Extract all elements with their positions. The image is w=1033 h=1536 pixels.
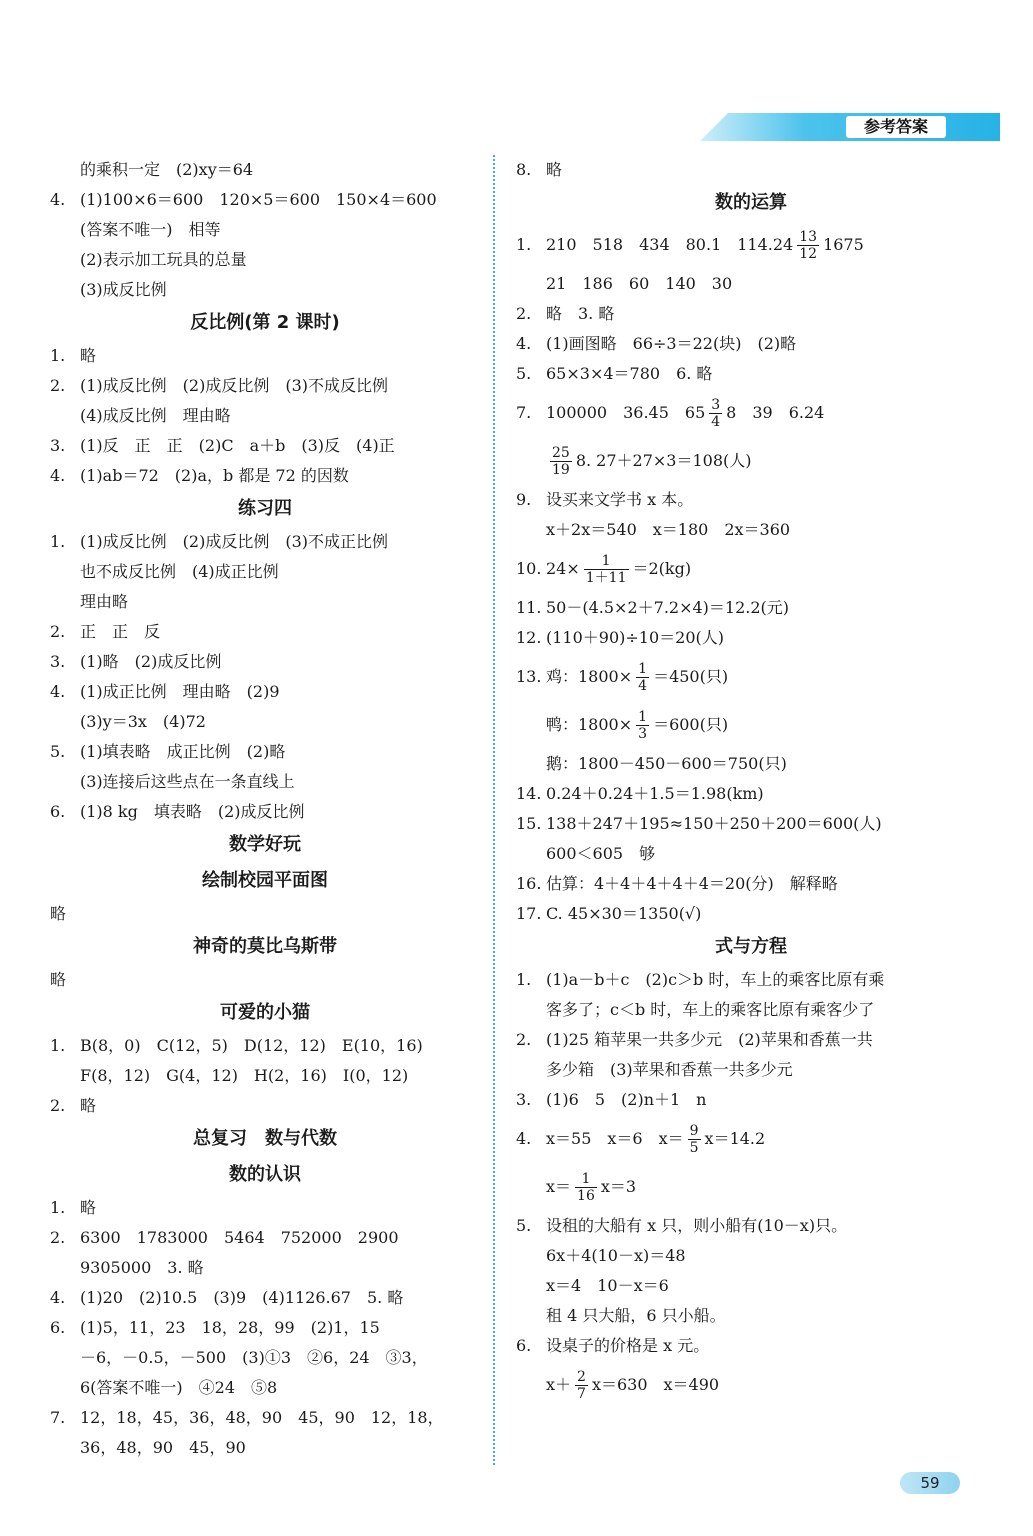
answer-line [516, 965, 986, 995]
question-number: 1. [50, 532, 66, 551]
answer-text: 鸭：1800× [546, 715, 633, 734]
question-number: 15. [516, 814, 542, 833]
answer-line [50, 215, 480, 245]
answer-text: x＝55 x＝6 x＝ [546, 1129, 684, 1148]
question-number: 9. [516, 490, 532, 509]
answer-line [50, 1313, 480, 1343]
answer-line [516, 1211, 986, 1241]
answer-text: (1)略 (2)成反比例 [80, 652, 222, 671]
answer-line [50, 1403, 480, 1433]
section-heading: 可爱的小猫 [220, 1002, 310, 1023]
answer-line [50, 431, 480, 461]
answer-line [516, 1055, 986, 1085]
answer-text: (1)8 kg 填表略 (2)成反比例 [80, 802, 305, 821]
answer-line [50, 1223, 480, 1253]
answer-text: C. 45×30＝1350(√) [546, 904, 702, 923]
section-heading: 神奇的莫比乌斯带 [193, 936, 337, 957]
answer-text: 也不成反比例 (4)成正比例 [80, 562, 279, 581]
question-number: 6. [50, 1318, 66, 1337]
question-number: 4. [50, 466, 66, 485]
answer-text: F(8，12) G(4，12) H(2，16) I(0，12) [80, 1066, 409, 1085]
answer-text: 6x＋4(10－x)＝48 [546, 1246, 686, 1265]
answer-line [50, 647, 480, 677]
answer-line [50, 1343, 480, 1373]
question-number: 5. [516, 364, 532, 383]
answer-line [516, 623, 986, 653]
answer-line [50, 677, 480, 707]
answer-line [516, 809, 986, 839]
fraction-numerator: 3 [711, 397, 721, 413]
answer-line [50, 965, 480, 995]
question-number: 8. [516, 160, 532, 179]
answer-line [516, 515, 986, 545]
question-number: 4. [50, 190, 66, 209]
answer-text: (1)ab＝72 (2)a，b 都是 72 的因数 [80, 466, 349, 485]
fraction-denominator: 16 [577, 1188, 595, 1204]
answer-text: (1)反 正 正 (2)C a＋b (3)反 (4)正 [80, 436, 395, 455]
answer-line [516, 155, 986, 185]
question-number: 3. [516, 1090, 532, 1109]
answer-line [516, 269, 986, 299]
fraction [709, 397, 722, 430]
question-number: 4. [50, 1288, 66, 1307]
answer-text: 租 4 只大船，6 只小船。 [546, 1306, 726, 1325]
question-number: 1. [516, 970, 532, 989]
answer-text: 36，48，90 45，90 [80, 1438, 246, 1457]
question-number: 6. [50, 802, 66, 821]
answer-text: (1)5，11，23 18，28，99 (2)1，15 [80, 1318, 380, 1337]
answer-text: －6，－0.5，－500 (3)①3 ②6，24 ③3， [80, 1348, 428, 1367]
answer-text: (1)20 (2)10.5 (3)9 (4)1126.67 5. 略 [80, 1288, 404, 1307]
answer-line [516, 1241, 986, 1271]
fraction-numerator: 1 [638, 709, 648, 725]
answer-text: 略 [50, 904, 67, 923]
answer-text: 略 [50, 970, 67, 989]
answer-text: 1675 [823, 235, 864, 254]
section-heading: 反比例(第 2 课时) [190, 312, 340, 333]
answer-text: B(8，0) C(12，5) D(12，12) E(10，16) [80, 1036, 423, 1055]
answer-line [516, 1361, 986, 1409]
answer-text: 设租的大船有 x 只，则小船有(10－x)只。 [546, 1216, 848, 1235]
section-heading: 数的认识 [229, 1164, 301, 1185]
answer-line [50, 275, 480, 305]
fraction [584, 553, 629, 586]
answer-line [50, 1193, 480, 1223]
question-number: 3. [50, 652, 66, 671]
section-heading: 总复习 数与代数 [193, 1128, 337, 1149]
answer-text: 略 [80, 1198, 97, 1217]
answer-line [50, 401, 480, 431]
fraction-numerator: 2 [577, 1369, 586, 1385]
answer-text: 略 [80, 346, 97, 365]
answer-line [516, 1085, 986, 1115]
answer-text: 鸡：1800× [546, 667, 633, 686]
fraction [575, 1171, 597, 1204]
answer-line [516, 437, 986, 485]
answer-line [50, 1031, 480, 1061]
answer-text: (2)表示加工玩具的总量 [80, 250, 247, 269]
answer-text: 鹅：1800－450－600＝750(只) [546, 754, 787, 773]
answer-text: 24× [546, 559, 580, 578]
fraction-numerator: 1 [638, 661, 648, 677]
answer-line [50, 341, 480, 371]
answer-line [516, 329, 986, 359]
question-number: 17. [516, 904, 542, 923]
answer-line [516, 221, 986, 269]
fraction-denominator: 7 [577, 1386, 586, 1402]
answer-line [50, 371, 480, 401]
fraction-denominator: 4 [711, 414, 721, 430]
answer-text: (1)6 5 (2)n＋1 n [546, 1090, 707, 1109]
answer-text: 略 [80, 1096, 97, 1115]
question-number: 5. [516, 1216, 532, 1235]
answer-text: x＋2x＝540 x＝180 2x＝360 [546, 520, 791, 539]
answer-line [50, 587, 480, 617]
answer-text: 设桌子的价格是 x 元。 [546, 1336, 710, 1355]
answer-text: 8 39 6.24 [726, 403, 825, 422]
answer-text: 100000 36.45 65 [546, 403, 706, 422]
question-number: 13. [516, 667, 542, 686]
answer-line [50, 899, 480, 929]
answer-line [516, 1115, 986, 1163]
answer-text: (1)25 箱苹果一共多少元 (2)苹果和香蕉一共 [546, 1030, 873, 1049]
answer-text: (110＋90)÷10＝20(人) [546, 628, 724, 647]
question-number: 1. [516, 235, 532, 254]
answer-text: 略 [546, 160, 563, 179]
answer-text: 略 3. 略 [546, 304, 615, 323]
question-number: 4. [50, 682, 66, 701]
answer-line [516, 653, 986, 701]
question-number: 4. [516, 334, 532, 353]
answer-text: 的乘积一定 (2)xy＝64 [80, 160, 254, 179]
fraction [575, 1369, 588, 1402]
answer-line [516, 1331, 986, 1361]
answer-text: 多少箱 (3)苹果和香蕉一共多少元 [546, 1060, 793, 1079]
answer-line [50, 1373, 480, 1403]
answer-line [516, 1163, 986, 1211]
answer-text: x＝14.2 [704, 1129, 766, 1148]
question-number: 7. [50, 1408, 66, 1427]
answer-text: x＝ [546, 1177, 572, 1196]
answer-line [516, 869, 986, 899]
answer-text: 估算：4＋4＋4＋4＋4＝20(分) 解释略 [546, 874, 838, 893]
fraction-denominator: 19 [552, 462, 570, 478]
answer-text: 12，18，45，36，48，90 45，90 12，18， [80, 1408, 444, 1427]
answer-text: 6(答案不唯一) ④24 ⑤8 [80, 1378, 278, 1397]
fraction-numerator: 9 [689, 1123, 699, 1139]
section-heading: 式与方程 [715, 936, 787, 957]
answer-text: 6300 1783000 5464 752000 2900 [80, 1228, 399, 1247]
answer-line [50, 461, 480, 491]
question-number: 1. [50, 346, 66, 365]
answer-line [50, 155, 480, 185]
fraction [550, 445, 572, 478]
section-heading: 绘制校园平面图 [202, 870, 328, 891]
answer-text: (4)成反比例 理由略 [80, 406, 231, 425]
question-number: 10. [516, 559, 542, 578]
answer-text: (1)a－b＋c (2)c＞b 时，车上的乘客比原有乘 [546, 970, 885, 989]
answer-line [516, 1271, 986, 1301]
fraction [688, 1123, 701, 1156]
answer-line [516, 299, 986, 329]
answer-text: (1)填表略 成正比例 (2)略 [80, 742, 286, 761]
question-number: 2. [50, 622, 66, 641]
answer-text: (1)成反比例 (2)成反比例 (3)不成正比例 [80, 532, 388, 551]
answer-line [50, 1091, 480, 1121]
answer-line [516, 593, 986, 623]
question-number: 1. [50, 1198, 66, 1217]
answer-text: ＝2(kg) [632, 559, 692, 578]
answer-text: x＝4 10－x＝6 [546, 1276, 669, 1295]
answer-text: 理由略 [80, 592, 129, 611]
answer-line [516, 701, 986, 749]
question-number: 16. [516, 874, 542, 893]
question-number: 1. [50, 1036, 66, 1055]
answer-line [50, 1433, 480, 1463]
answer-text: x＝630 x＝490 [591, 1375, 720, 1394]
question-number: 7. [516, 403, 532, 422]
fraction-numerator: 1 [575, 1171, 597, 1188]
question-number: 4. [516, 1129, 532, 1148]
answer-line [516, 545, 986, 593]
fraction-denominator: 1＋11 [585, 570, 627, 586]
question-number: 14. [516, 784, 542, 803]
question-number: 6. [516, 1336, 532, 1355]
answer-text: ＝600(只) [653, 715, 729, 734]
question-number: 3. [50, 436, 66, 455]
answer-line [516, 389, 986, 437]
answer-line [50, 797, 480, 827]
fraction-denominator: 4 [638, 678, 648, 694]
question-number: 2. [50, 1228, 66, 1247]
answer-line [516, 749, 986, 779]
column-divider [493, 155, 495, 1465]
answer-line [516, 1301, 986, 1331]
answer-line [516, 1025, 986, 1055]
fraction-numerator: 25 [552, 445, 570, 461]
section-heading: 数学好玩 [229, 834, 301, 855]
answer-line [50, 557, 480, 587]
question-number: 2. [516, 304, 532, 323]
question-number: 2. [516, 1030, 532, 1049]
answer-text: (3)成反比例 [80, 280, 167, 299]
question-number: 2. [50, 1096, 66, 1115]
answer-line [50, 527, 480, 557]
answer-text: 0.24＋0.24＋1.5＝1.98(km) [546, 784, 764, 803]
answer-text: x＝3 [600, 1177, 637, 1196]
left-column [50, 155, 480, 1463]
answer-text: 客多了；c＜b 时，车上的乘客比原有乘客少了 [546, 1000, 875, 1019]
answer-text: (1)画图略 66÷3＝22(块) (2)略 [546, 334, 797, 353]
fraction-numerator: 13 [799, 229, 818, 245]
answer-line [50, 737, 480, 767]
answer-line [50, 617, 480, 647]
answer-line [50, 707, 480, 737]
answer-text: (1)成反比例 (2)成反比例 (3)不成反比例 [80, 376, 388, 395]
answer-text: (1)成正比例 理由略 (2)9 [80, 682, 280, 701]
question-number: 5. [50, 742, 66, 761]
answer-line [50, 1283, 480, 1313]
answer-text: (3)y＝3x (4)72 [80, 712, 206, 731]
answer-text: 设买来文学书 x 本。 [546, 490, 694, 509]
answer-text: 21 186 60 140 30 [546, 274, 733, 293]
answer-line [516, 779, 986, 809]
answer-text: 65×3×4＝780 6. 略 [546, 364, 713, 383]
fraction-denominator: 3 [638, 726, 648, 742]
answer-text: 正 正 反 [80, 622, 161, 641]
answer-line [50, 245, 480, 275]
answer-text: ＝450(只) [653, 667, 729, 686]
page-number: 59 [900, 1472, 960, 1494]
answer-text: 9305000 3. 略 [80, 1258, 204, 1277]
answer-line [516, 485, 986, 515]
page-title: 参考答案 [846, 116, 946, 138]
answer-text: (1)100×6＝600 120×5＝600 150×4＝600 [80, 190, 437, 209]
right-column [516, 155, 986, 1409]
question-number: 12. [516, 628, 542, 647]
answer-text: 600＜605 够 [546, 844, 656, 863]
question-number: 2. [50, 376, 66, 395]
answer-line [50, 1253, 480, 1283]
answer-text: (答案不唯一) 相等 [80, 220, 221, 239]
question-number: 11. [516, 598, 542, 617]
fraction [797, 229, 819, 262]
answer-line [516, 899, 986, 929]
answer-line [50, 185, 480, 215]
fraction-denominator: 12 [799, 246, 818, 262]
fraction [636, 661, 649, 694]
answer-text: 138＋247＋195≈150＋250＋200＝600(人) [546, 814, 882, 833]
answer-line [516, 995, 986, 1025]
fraction-denominator: 5 [689, 1140, 699, 1156]
answer-line [50, 1061, 480, 1091]
fraction-numerator: 1 [584, 553, 629, 570]
answer-text: x＋ [546, 1375, 572, 1394]
fraction [636, 709, 649, 742]
answer-line [516, 359, 986, 389]
answer-line [516, 839, 986, 869]
answer-text: 210 518 434 80.1 114.24 [546, 235, 794, 254]
answer-line [50, 767, 480, 797]
answer-text: 8. 27＋27×3＝108(人) [575, 451, 752, 470]
section-heading: 数的运算 [715, 192, 787, 213]
section-heading: 练习四 [238, 498, 292, 519]
answer-text: (3)连接后这些点在一条直线上 [80, 772, 295, 791]
answer-text: 50－(4.5×2＋7.2×4)＝12.2(元) [546, 598, 790, 617]
